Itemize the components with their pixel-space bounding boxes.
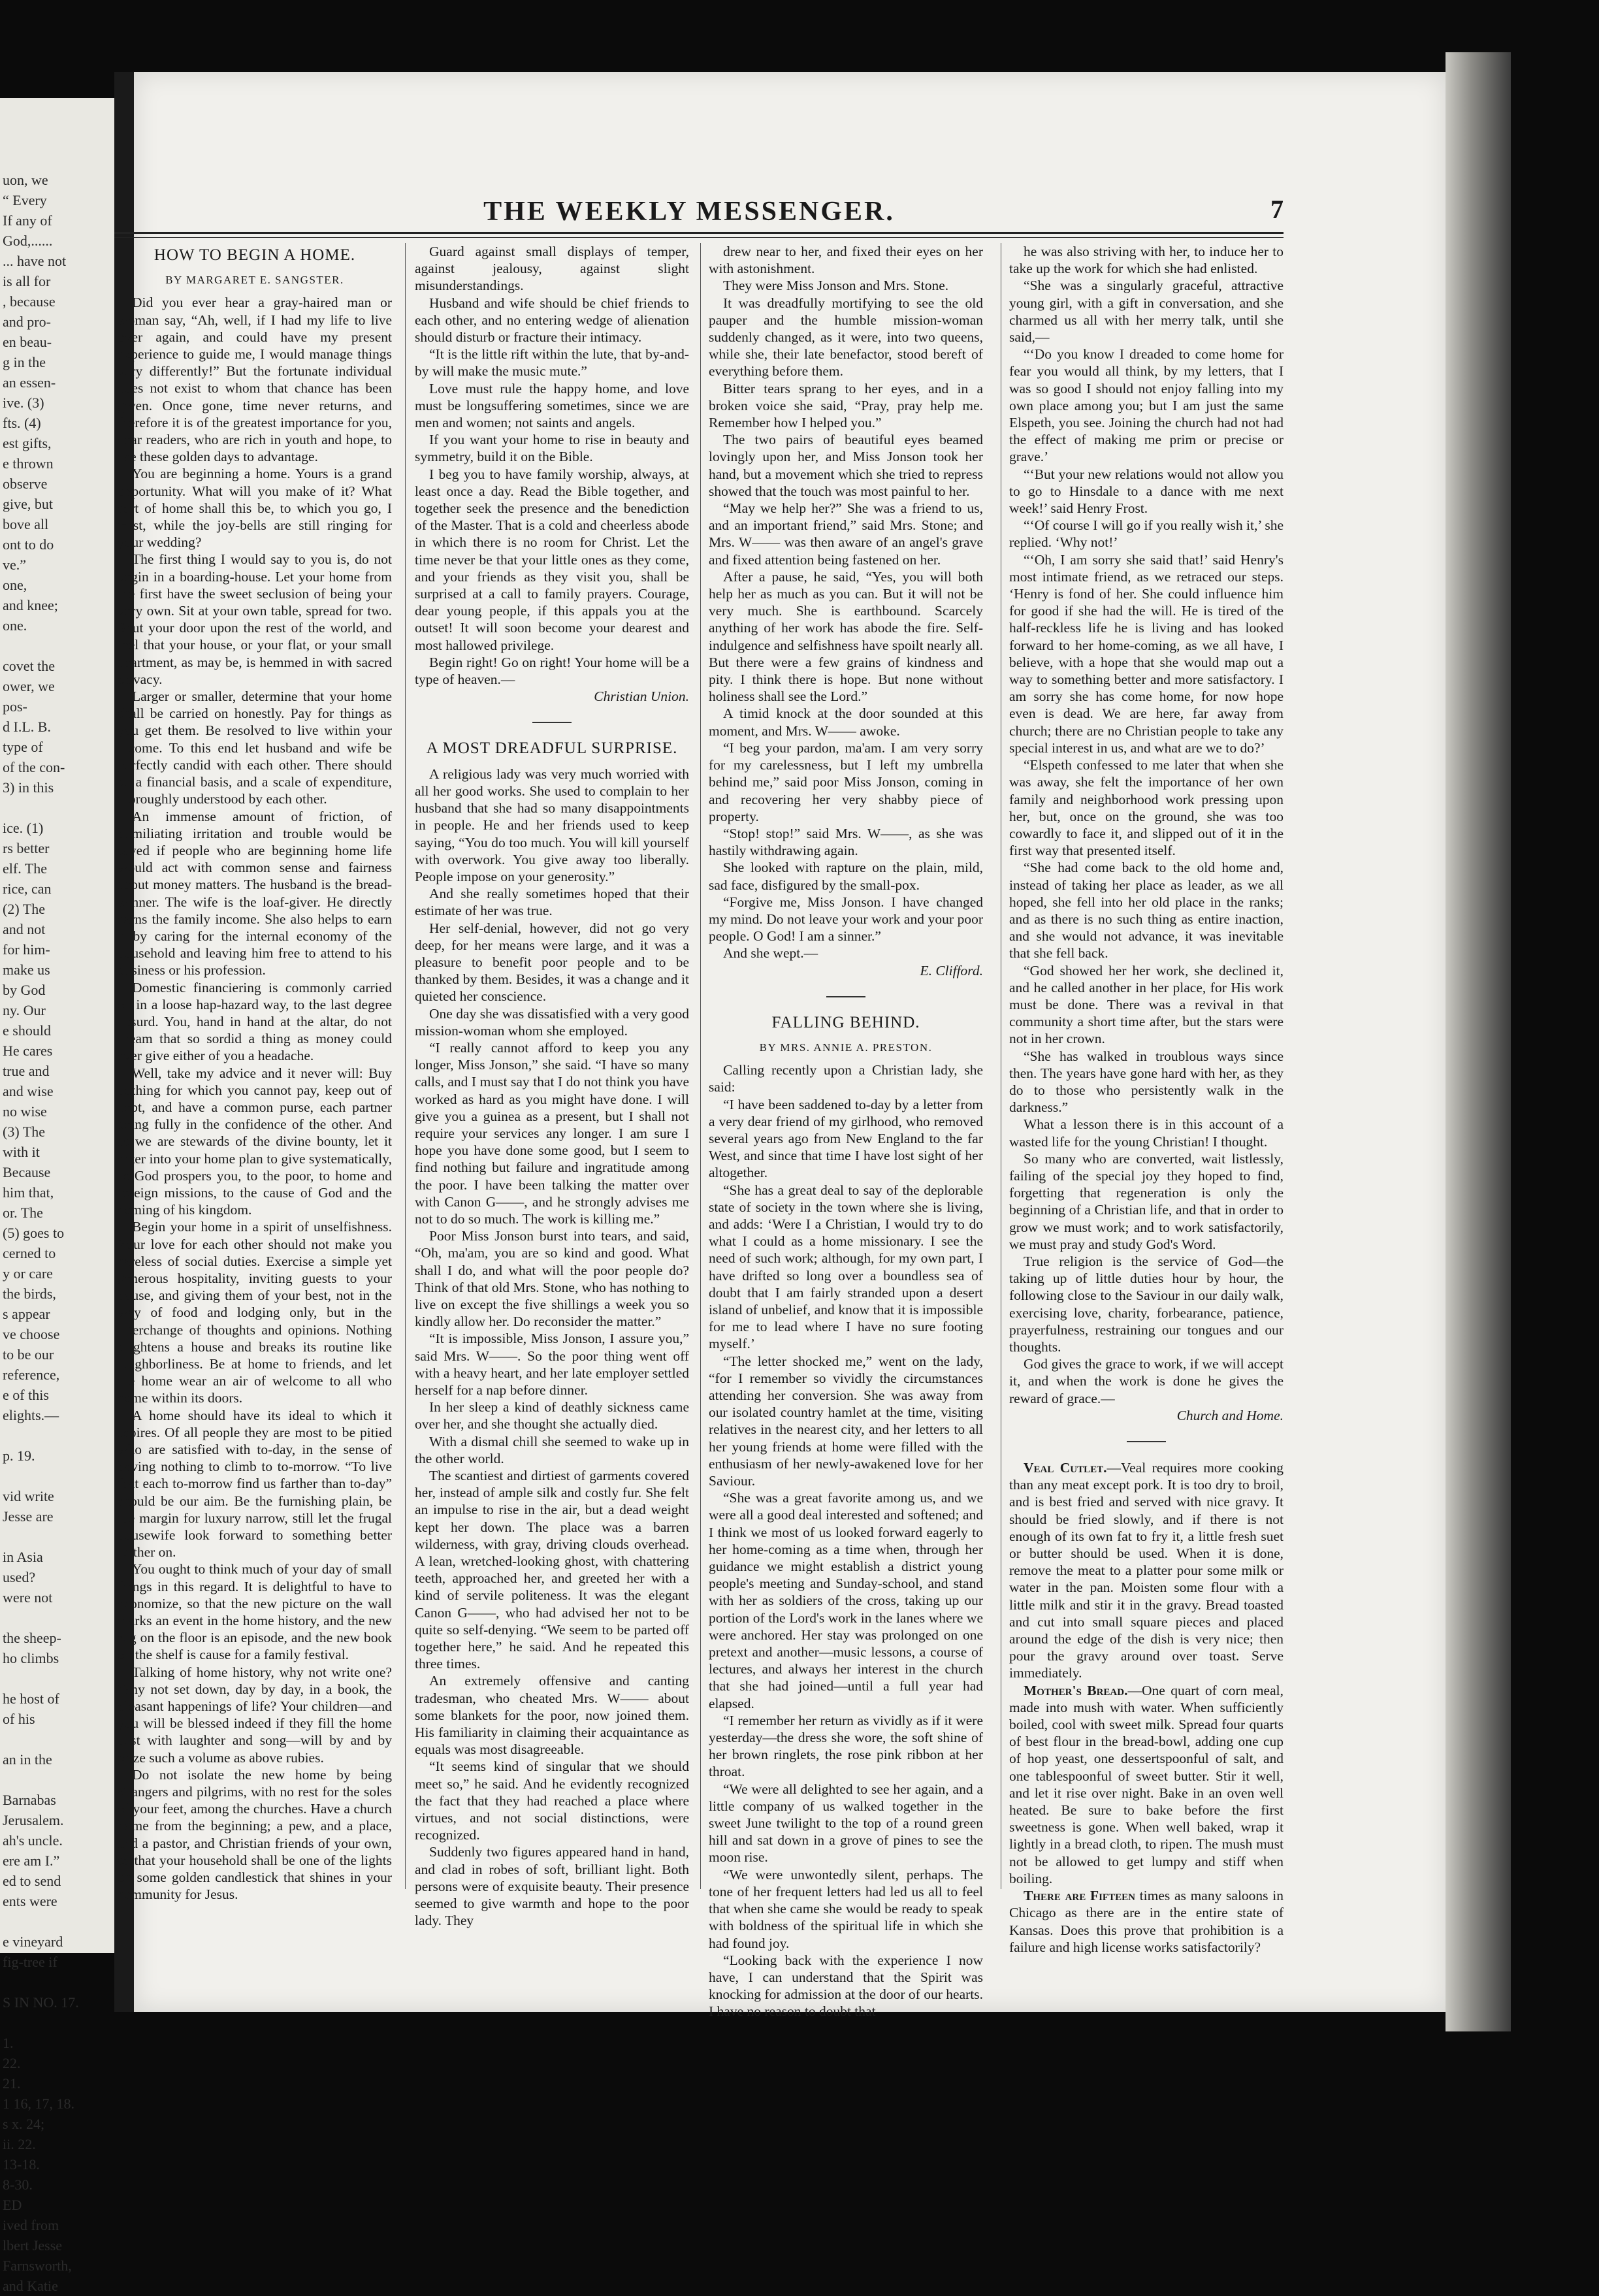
paragraph: With a dismal chill she seemed to wake up in the other world.	[415, 1433, 689, 1466]
page-number: 7	[1270, 195, 1284, 224]
recipe-bread-title: Mother's Bread.	[1024, 1682, 1128, 1698]
paragraph: “We were unwontedly silent, perhaps. The tone of her frequent letters had led us all to feel that when she came she would be ready to speak with boldness of the spiritual life in which she had found joy.	[709, 1866, 983, 1951]
paragraph: The scantiest and dirtiest of garments covered her, instead of ample silk and costly fur. She felt an impulse to rise in the air, but a dead weight kept her down. The place was a barren wilderness, with gray, driving clouds overhead. A lean, wretched-looking ghost, with chattering teeth, approached her, and greeted her with a kind of servile politeness. It was the elegant Canon G——, who had advised her not to be quite so self-denying. “We seem to be parted off together here,” he said. And he repeated this three times.	[415, 1468, 689, 1672]
item-saloons	[1009, 1887, 1284, 1956]
previous-page-fragment	[0, 98, 114, 2294]
article-body-home-cont	[415, 243, 689, 688]
article-body-falling-cont	[1009, 243, 1284, 1407]
paragraph: I beg you to have family worship, always, at least once a day. Read the Bible together, and together seek the presence and the benediction of the Master. That is a cold and cheerless abode in which there is no room for Christ. Let the time never be that your little ones as they come, and your friends as they visit you, shall be surprised at a call to family prayers. Courage, dear young people, if this appals you at the outset! It will soon become your dearest and most hallowed privilege.	[415, 466, 689, 653]
paragraph: A home should have its ideal to which it aspires. Of all people they are most to be pitied who are satisfied with to-day, in the sense of having nothing to climb to to-morrow. “To live that each to-morrow find us farther than to-day” should be our aim. Be the furnishing plain, be the margin for luxury narrow, still let the frugal housewife look forward to something better farther on.	[118, 1407, 392, 1560]
credit-falling	[1009, 1407, 1284, 1424]
paragraph: “I have been saddened to-day by a letter from a very dear friend of my girlhood, who removed several years ago from New England to the far West, and since that time I have lost sight of her altogether.	[709, 1096, 983, 1181]
paragraph: “‘Of course I will go if you really wish it,’ she replied. ‘Why not!’	[1009, 517, 1284, 551]
paragraph: You are beginning a home. Yours is a grand opportunity. What will you make of it? What sort of home shall this be, to which you go, I trust, while the joy-bells are still ringing for your wedding?	[118, 466, 392, 551]
recipe-bread	[1009, 1682, 1284, 1887]
paragraph: And she wept.—	[723, 945, 818, 962]
article-body-surprise	[415, 766, 689, 1930]
column-3	[709, 243, 983, 2020]
paragraph: What a lesson there is in this account of a wasted life for the young Christian! I thought.	[1009, 1116, 1284, 1150]
paragraph: “It is the little rift within the lute, that by-and-by will make the music mute.”	[415, 346, 689, 380]
item-saloons-text: times as many saloons in Chicago as there are in the entire state of Kansas. Does this prove that prohibition is a failure and high license works satisfactorily?	[1009, 1888, 1284, 1955]
paragraph: “We were all delighted to see her again, and a little company of us walked together in the sweet June twilight to the top of a round green hill and sat down in a grove of pines to see the moon rise.	[709, 1781, 983, 1866]
recipe-veal	[1009, 1459, 1284, 1682]
paragraph: True religion is the service of God—the taking up of little duties hour by hour, the following close to the Saviour in our daily walk, exercising love, charity, forbearance, patience, prayerfulness, restraining our tongues and our thoughts.	[1009, 1253, 1284, 1355]
paragraph: “She was a great favorite among us, and we were all a good deal interested and softened; and I think we most of us looked forward eagerly to her home-coming as a time when, through her guidance we might establish a district young people's meeting and Sunday-school, and stand with her as soldiers of the cross, taking up our portion of the Lord's work in the lanes where we were anchored. Her stay was prolonged on one pretext and another—music lessons, a course of lectures, and always her interest in the church that she had joined—until a full year had elapsed.	[709, 1490, 983, 1711]
masthead	[127, 121, 1284, 227]
credit-surprise	[709, 962, 983, 979]
previous-page-text: uon, we “ Every If any of God,...... ... have not is all for , because and pro- en beau- g in the an essen- ive. (3) fts. (4) est gifts, e thrown observe give, but bove all ont to do ve.” one, and knee; one. covet the ower, we pos- d I.L. B. type of of the con- 3) in this ice. (1) rs better elf. The rice, can (2) The and not for him- make us by God ny. Our e should He cares true and and wise no wise (3) The with it Because him that, or. The (5) goes to cerned to y or care the birds, s appear ve choose to be our reference, e of this elights.— p. 19. vid write Jesse are in Asia used? were not the sheep- ho climbs he host of of his an in the Barnabas Jerusalem. ah's uncle. ere am I.” ed to send ents were e vineyard fig-tree if S IN NO. 17. 1. 22. 21. 1 16, 17, 18. s x. 24; ii. 22. 13-18. 8-30. ED ived from lbert Jesse Farnsworth, and Katie	[3, 172, 79, 2294]
paragraph: A religious lady was very much worried with all her good works. She used to complain to her husband that she had so many disappointments in people. He and her friends used to keep saying, “You do too much. You will kill yourself with overwork. You give away too liberally. People impose on your generosity.”	[415, 766, 689, 884]
paragraph: Guard against small displays of temper, against jealousy, against slight misunderstandings.	[415, 244, 689, 294]
paragraph: Talking of home history, why not write one? Why not set down, day by day, in a book, the pleasant happenings of life? Your children—and you will be blessed indeed if they fill the home nest with laughter and song—will by and by prize such a volume as above rubies.	[118, 1664, 392, 1766]
paragraph: After a pause, he said, “Yes, you will both help her as much as you can. But it will not be very much. She is earthbound. Scarcely anything of her work has abode the fire. Self-indulgence and selfishness have spoilt nearly all. But there were a few grains of kindness and pity. I think there is hope. But none without holiness shall see the Lord.”	[709, 568, 983, 705]
paragraph: “‘Oh, I am sorry she said that!’ said Henry's most intimate friend, as we retraced our steps. ‘Henry is fond of her. She could influence him for good if she had the will. He is tired of the half-reckless life he is living and has looked forward to her home-coming, as we all have, I believe, with a hope that she would map out a way to something better and more satisfactory. I am sorry she has come home, for now hope even is dead. We are here, far away from church; there are no Christian people to take any special interest in us, and what are we to do?’	[1009, 551, 1284, 756]
paragraph: “It is impossible, Miss Jonson, I assure you,” said Mrs. W——. So the poor thing went off with a heavy heart, and her late employer settled herself for a nap before dinner.	[415, 1331, 689, 1398]
paragraph: You ought to think much of your day of small things in this regard. It is delightful to have to economize, so that the new picture on the wall marks an event in the home history, and the new rug on the floor is an episode, and the new book on the shelf is cause for a family festival.	[118, 1561, 392, 1663]
article-body-home	[118, 294, 392, 1903]
separator	[532, 722, 572, 723]
credit-home-text: Christian Union.	[594, 688, 689, 705]
paragraph: “I beg your pardon, ma'am. I am very sorry for my carelessness, but I left my umbrella behind me,” said poor Miss Jonson, coming in and recovering her very shabby piece of property.	[709, 739, 983, 824]
credit-surprise-text: E. Clifford.	[920, 962, 983, 978]
paragraph: Well, take my advice and it never will: Buy nothing for which you cannot pay, keep out of debt, and have a common purse, each partner being fully in the confidence of the other. And as we are stewards of the divine bounty, let it enter into your home plan to give systematically, as God prospers you, to the poor, to home and foreign missions, to the cause of God and the coming of his kingdom.	[118, 1065, 392, 1218]
paragraph: A timid knock at the door sounded at this moment, and Mrs. W—— awoke.	[709, 705, 983, 739]
paragraph: In her sleep a kind of deathly sickness came over her, and she thought she actually died.	[415, 1399, 689, 1432]
paragraph: God gives the grace to work, if we will accept it, and when the work is done he gives the reward of grace.—	[1009, 1356, 1284, 1406]
paragraph: Her self-denial, however, did not go very deep, for her means were large, and it was a pleasure to benefit poor people and to be thanked by them. Besides, it was a change and it quieted her conscience.	[415, 920, 689, 1005]
paragraph: “The letter shocked me,” went on the lady, “for I remember so vividly the circumstances attending her conversion. She was away from our isolated country hamlet at the time, visiting relatives in the nearest city, and her letters to all her young friends at home were filled with the enthusiasm of her newly-awakened love for her Saviour.	[709, 1353, 983, 1489]
article-body-falling	[709, 1061, 983, 2020]
paragraph: Larger or smaller, determine that your home shall be carried on honestly. Pay for things as you get them. Be resolved to live within your income. To this end let husband and wife be perfectly candid with each other. There should be a financial basis, and a scale of expenditure, thoroughly understood by each other.	[118, 688, 392, 807]
paragraph: “Elspeth confessed to me later that when she was away, she felt the importance of her own family and neighborhood work pressing upon her, but, once on the ground, she was too cowardly to face it, and slipped out of it in the first way that presented itself.	[1009, 757, 1284, 859]
paragraph: She looked with rapture on the plain, mild, sad face, disfigured by the small-pox.	[709, 860, 983, 893]
article-title-home: HOW TO BEGIN A HOME.	[153, 246, 356, 264]
column-1	[118, 243, 392, 1903]
article-body-surprise-cont	[709, 243, 983, 962]
paragraph: The first thing I would say to you is, do not begin in a boarding-house. Let your home from the first have the sweet seclusion of being your very own. Sit at your own table, spread for two. Shut your door upon the rest of the world, and feel that your house, or your flat, or your small apartment, as may be, is hemmed in with sacred privacy.	[118, 551, 392, 687]
paragraph: If you want your home to rise in beauty and symmetry, build it on the Bible.	[415, 432, 689, 465]
byline-home: BY MARGARET E. SANGSTER.	[165, 274, 344, 287]
paragraph: It was dreadfully mortifying to see the old pauper and the humble mission-woman suddenly changed, as it were, into two queens, while she, their late benefactor, stood bereft of everything before them.	[709, 295, 983, 380]
credit-falling-text: Church and Home.	[1176, 1407, 1284, 1423]
paragraph: The two pairs of beautiful eyes beamed lovingly upon her, and Miss Jonson took her hand, but a movement which she tried to repress showed that the touch was most painful to her.	[709, 432, 983, 499]
paragraph: drew near to her, and fixed their eyes on her with astonishment.	[709, 244, 983, 277]
paragraph: he was also striving with her, to induce her to take up the work for which she had enlisted.	[1009, 244, 1284, 277]
paragraph: They were Miss Jonson and Mrs. Stone.	[723, 278, 949, 294]
masthead-title: THE WEEKLY MESSENGER.	[483, 197, 895, 227]
paragraph: “She has a great deal to say of the deplorable state of society in the town where she is living, and adds: ‘Were I a Christian, I would try to do what I could as a home missionary. I see the need of such work; although, for my own part, I have drifted so long over a boundless sea of doubt that I am fairly stranded upon a desert island of unbelief, and know that it is impossible for me to lead where I have no sure footing myself.’	[709, 1182, 983, 1352]
paragraph: “God showed her her work, she declined it, and he called another in her place, for His work must be done. There was a revival in that community a short time after, but the stars were not in her crown.	[1009, 962, 1284, 1047]
paragraph: Love must rule the happy home, and love must be longsuffering sometimes, since we are men and women; not saints and angels.	[415, 380, 689, 431]
paragraph: Do not isolate the new home by being strangers and pilgrims, with no rest for the soles of your feet, among the churches. Have a church home from the beginning; a pew, and a place, and a pastor, and Christian friends of your own, so that your household shall be one of the lights on some golden candlestick that shines in your community for Jesus.	[118, 1766, 392, 1903]
paragraph: Begin right! Go on right! Your home will be a type of heaven.—	[415, 654, 689, 688]
masthead-rule	[114, 232, 1284, 238]
article-title-surprise: A MOST DREADFUL SURPRISE.	[426, 739, 678, 758]
byline-falling: BY MRS. ANNIE A. PRESTON.	[759, 1041, 933, 1054]
column-4	[1009, 243, 1284, 1955]
page-edge	[1446, 52, 1511, 2031]
paragraph: “‘But your new relations would not allow you to go to Hinsdale to a dance with me next week!’ said Henry Frost.	[1009, 466, 1284, 517]
separator	[1127, 1441, 1166, 1442]
paragraph: “Stop! stop!” said Mrs. W——, as she was hastily withdrawing again.	[709, 825, 983, 859]
paragraph: Suddenly two figures appeared hand in hand, and clad in robes of soft, brilliant light. Both persons were of exquisite beauty. Their presence seemed to give warmth and hope to the poor lady. They	[415, 1844, 689, 1929]
paragraph: “I really cannot afford to keep you any longer, Miss Jonson,” she said. “I have so many calls, and I must say that I do not think you have worked as hard as you might have done. I will give you a guinea as a present, but I shall not require your services any longer. I am sure I hope you have done some good, but I seem to find nothing but failure and ingratitude among the poor. I have been talking the matter over with Canon G——, and he strongly advises me not to do so much. The work is killing me.”	[415, 1039, 689, 1227]
article-title-falling: FALLING BEHIND.	[771, 1013, 920, 1031]
paragraph: Poor Miss Jonson burst into tears, and said, “Oh, ma'am, you are so kind and good. What shall I do, and what will the poor people do? Think of that old Mrs. Stone, who has nothing to live on except the five shillings a week you so kindly allow her. Do reconsider the matter.”	[415, 1228, 689, 1330]
paragraph: Did you ever hear a gray-haired man or woman say, “Ah, well, if I had my life to live over again, and could have my present experience to guide me, I would manage things very differently!” But the fortunate individual does not exist to whom that chance has been given. Once gone, time never returns, and therefore it is of the greatest importance for you, dear readers, who are rich in youth and hope, to use these golden days to advantage.	[118, 295, 392, 465]
column-divider	[700, 243, 701, 1889]
recipe-bread-text: —One quart of corn meal, made into mush with water. When sufficiently boiled, cool with sweet milk. Spread four quarts of best flour in the bread-bowl, adding one cup of hop yeast, one dessertspoonful of salt, and one tablespoonful of sweet butter. Stir it well, and let it rise over night. Bake in an oven well heated. Be sure to bake before the first sweetness is gone. When well baked, wrap it lightly in a bread cloth, to ripen. The mush must not be allowed to get lumpy and stiff when boiling.	[1009, 1682, 1284, 1886]
column-divider	[405, 243, 406, 1889]
item-saloons-title: There are Fifteen	[1024, 1888, 1135, 1904]
paragraph: An immense amount of friction, of humiliating irritation and trouble would be saved if people who are beginning home life would act with common sense and fairness about money matters. The husband is the bread-winner. The wife is the loaf-giver. He directly earns the family income. She also helps to earn it by caring for the internal economy of the household and leaving him free to attend to his business or his profession.	[118, 808, 392, 978]
paragraph: “May we help her?” She was a friend to us, and an important friend,” said Mrs. Stone; and Mrs. W—— was then aware of an angel's grave and fixed attention being fastened on her.	[709, 500, 983, 568]
separator	[826, 996, 865, 997]
paragraph: “She had come back to the old home and, instead of taking her place as leader, as we all hoped, she fell into her old place in the ranks; and as there is no such thing as entire inaction, and she would not advance, it was inevitable that she fell back.	[1009, 860, 1284, 962]
paragraph: Domestic financiering is commonly carried on in a loose hap-hazard way, to the last degree absurd. You, hand in hand at the altar, do not dream that so sordid a thing as money could ever give either of you a headache.	[118, 979, 392, 1064]
paragraph: Begin your home in a spirit of unselfishness. Your love for each other should not make you careless of social duties. Exercise a simple yet generous hospitality, inviting guests to your house, and giving them of your best, not in the way of food and lodging only, but in the interchange of thoughts and opinions. Nothing brightens a house and breaks its routine like neighborliness. Be at home to friends, and let the home wear an air of welcome to all who come within its doors.	[118, 1219, 392, 1406]
paragraph: “I remember her return as vividly as if it were yesterday—the dress she wore, the soft shine of her brown ringlets, the rose pink ribbon at her throat.	[709, 1712, 983, 1780]
paragraph: “Looking back with the experience I now have, I can understand that the Spirit was knocking for admission at the door of our hearts. I have no reason to doubt that	[709, 1952, 983, 2020]
credit-home	[415, 688, 689, 705]
paragraph: Bitter tears sprang to her eyes, and in a broken voice she said, “Pray, pray help me. Remember how I helped you.”	[709, 380, 983, 431]
paragraph: “‘Do you know I dreaded to come home for fear you would all think, by my letters, that I was so good I should not enjoy falling into my own place among you; but I am just the same Elspeth, you see. Joining the church had not had the effect of making me prim or precise or grave.’	[1009, 346, 1284, 465]
paragraph: “She has walked in troublous ways since then. The years have gone hard with her, as they do to those who persistently walk in the darkness.”	[1009, 1048, 1284, 1116]
column-2	[415, 243, 689, 1929]
paragraph: One day she was dissatisfied with a very good mission-woman whom she employed.	[415, 1005, 689, 1039]
recipe-veal-title: Veal Cutlet.	[1024, 1460, 1107, 1476]
paragraph: Calling recently upon a Christian lady, she said:	[709, 1062, 983, 1095]
paragraph: “Forgive me, Miss Jonson. I have changed my mind. Do not leave your work and your poor people. O God! I am a sinner.”	[709, 894, 983, 945]
paragraph: Husband and wife should be chief friends to each other, and no entering wedge of alienation should disturb or fracture their intimacy.	[415, 295, 689, 346]
paragraph: “It seems kind of singular that we should meet so,” he said. And he evidently recognized the fact that they had reached a place where virtues, and not social distinctions, were recognized.	[415, 1758, 689, 1843]
recipe-veal-text: —Veal requires more cooking than any meat except pork. It is too dry to broil, and is best fried and served with nice gravy. It should be fried slowly, and if there is not enough of its own fat to fry it, a little fresh suet or butter should be used. When it is done, remove the meat to a platter pour some milk or water in the pan. Moisten some flour with a little milk and stir it in the gravy. Bread toasted and cut into small square pieces and placed around the edge of the dish is very nice; then pour the gravy around over toast. Serve immediately.	[1009, 1460, 1284, 1681]
paragraph: An extremely offensive and canting tradesman, who cheated Mrs. W—— about some blankets for the poor, now joined them. His familiarity in claiming their acquaintance as equals was most disagreeable.	[415, 1673, 689, 1758]
paragraph: And she really sometimes hoped that their estimate of her was true.	[415, 886, 689, 919]
paragraph: So many who are converted, wait listlessly, failing of the special joy they hoped to find, forgetting that regeneration is only the beginning of a Christian life, and that in order to grow we must work; and to work satisfactorily, we must pray and study God's Word.	[1009, 1150, 1284, 1252]
paragraph: “She was a singularly graceful, attractive young girl, with a gift in conversation, and she charmed us all with her merry talk, until she said,—	[1009, 278, 1284, 346]
